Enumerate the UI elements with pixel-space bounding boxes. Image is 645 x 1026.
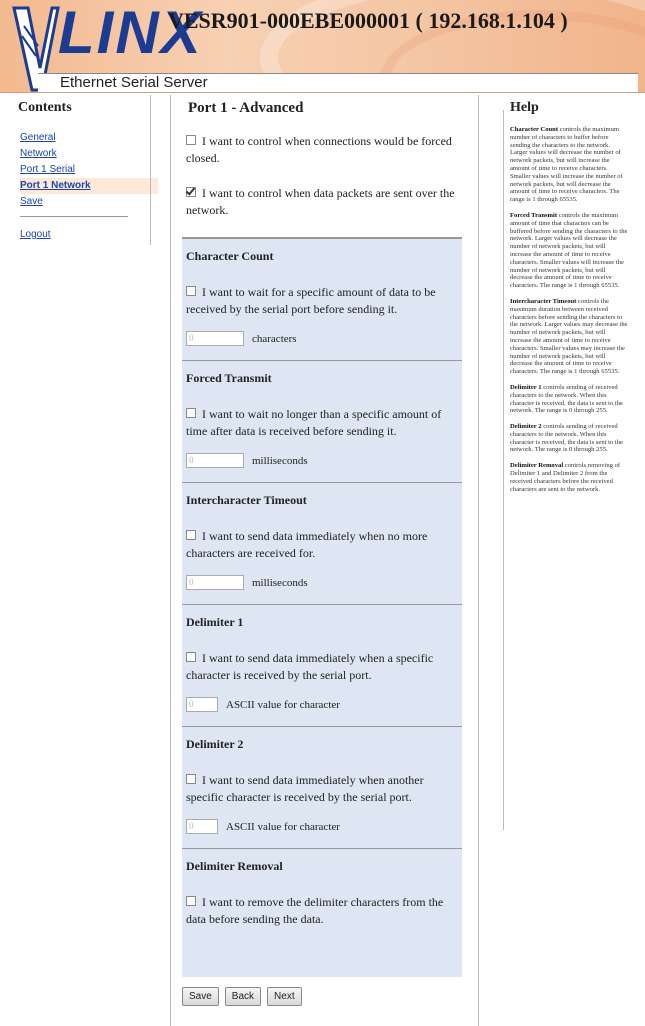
section-title: Delimiter Removal [186, 859, 283, 873]
checkbox-character-count[interactable] [186, 286, 196, 296]
option-label: I want to send data immediately when a specific character is received by the serial port. [186, 651, 434, 682]
help-forced-transmit [510, 212, 628, 290]
page-title: Port 1 - Advanced [188, 100, 304, 116]
section-delimiter-removal [182, 849, 462, 977]
option-label: I want to remove the delimiter characters from the data before sending the data. [186, 895, 444, 926]
help-text: controls the maximum number of characters to buffer before sending the characters to the network. Larger values will decrease the number of network packets, but will increase the amount of time to receive characters. Smaller values will increase the number of network packets, but will decrease the amount of time to receive characters. The range is 1 through 65535. [510, 126, 623, 204]
forced-transmit-input[interactable]: 0 [186, 453, 244, 468]
help-term: Forced Transmit [510, 211, 558, 219]
help-divider-line [503, 110, 504, 830]
sidebar-item-port1-serial[interactable]: Port 1 Serial [20, 164, 76, 175]
checkbox-delimiter-removal[interactable] [186, 896, 196, 906]
help-delimiter-removal [510, 462, 628, 493]
help-text: controls the maximum duration between received characters before sending the characters to the network. Larger values may decrease the number of network packets, but will increase the amount of time to receive characters. Smaller values may increase the number of network packets, but will decrease the amount of time to receive characters. The range is 1 through 65535. [510, 297, 628, 376]
help-term: Character Count [510, 126, 559, 133]
header-banner [0, 0, 645, 93]
option-label: I want to send data immediately when another specific character is received by the serial port. [186, 773, 424, 804]
option-label: I want to control when data packets are sent over the network. [186, 186, 455, 217]
unit-label: characters [252, 332, 297, 345]
sidebar-divider [20, 216, 128, 217]
help-text: controls removing of Delimiter 1 and Delimiter 2 from the received characters before the received characters are sent to the network. [510, 462, 621, 493]
option-label: I want to control when connections would be forced closed. [186, 134, 452, 165]
help-text: controls sending of received characters to the network. When this character is received, the data is sent to the network. The range is 0 through 255. [510, 383, 623, 415]
help-text: controls sending of received characters to the network. When this character is received, the data is sent to the network. The range is 0 through 255. [510, 423, 623, 454]
checkbox-intercharacter-timeout[interactable] [186, 530, 196, 540]
section-title: Delimiter 2 [186, 737, 244, 751]
checkbox-delimiter-2[interactable] [186, 774, 196, 784]
sidebar-item-logout[interactable]: Logout [20, 229, 51, 240]
help-intercharacter-timeout [510, 298, 628, 376]
unit-label: ASCII value for character [226, 820, 340, 833]
column-divider-line [170, 95, 171, 1026]
section-character-count [182, 239, 462, 361]
checkbox-forced-transmit[interactable] [186, 408, 196, 418]
unit-label: milliseconds [252, 576, 308, 589]
intercharacter-timeout-input[interactable]: 0 [186, 575, 244, 590]
option-control-packets [186, 185, 462, 219]
option-forced-close [186, 133, 462, 167]
checkbox-control-packets[interactable] [186, 187, 196, 197]
sidebar [18, 100, 148, 243]
sidebar-divider-line [150, 95, 151, 245]
help-term: Intercharacter Timeout [510, 297, 577, 305]
back-button[interactable]: Back [225, 987, 261, 1006]
help-delimiter-1 [510, 384, 628, 415]
section-title: Intercharacter Timeout [186, 493, 307, 507]
checkbox-delimiter-1[interactable] [186, 652, 196, 662]
help-panel [510, 100, 628, 501]
logo-wordmark: LINX [58, 0, 203, 66]
unit-label: ASCII value for character [226, 698, 340, 711]
next-button[interactable]: Next [267, 987, 302, 1006]
help-character-count [510, 126, 628, 204]
help-term: Delimiter 2 [510, 423, 542, 431]
help-text: controls the maximum amount of time that characters can be buffered before sending the characters to the network. Larger values will decrease the number of network packets, but will increase the amount of time to receive characters. Smaller values will increase the number of network packets, but will decrease the amount of time to receive characters. The range is 1 through 65535. [510, 211, 628, 290]
sidebar-item-save[interactable]: Save [20, 196, 43, 207]
section-title: Delimiter 1 [186, 615, 244, 629]
section-title: Forced Transmit [186, 371, 272, 385]
delimiter-2-input[interactable]: 0 [186, 819, 218, 834]
section-title: Character Count [186, 249, 274, 263]
option-label: I want to wait for a specific amount of data to be received by the serial port before sending it. [186, 285, 436, 316]
help-delimiter-2 [510, 423, 628, 454]
delimiter-1-input[interactable]: 0 [186, 697, 218, 712]
sidebar-item-port1-network[interactable]: Port 1 Network [20, 178, 158, 194]
character-count-input[interactable]: 0 [186, 331, 244, 346]
section-intercharacter-timeout [182, 483, 462, 605]
packet-control-panel [182, 237, 462, 977]
unit-label: milliseconds [252, 454, 308, 467]
section-forced-transmit [182, 361, 462, 483]
sidebar-title: Contents [18, 100, 72, 115]
checkbox-forced-close[interactable] [186, 135, 196, 145]
option-label: I want to wait no longer than a specific amount of time after data is received before sending it. [186, 407, 442, 438]
sidebar-item-general[interactable]: General [20, 132, 56, 143]
product-subtitle: Ethernet Serial Server [38, 73, 638, 92]
device-title: VESR901-000EBE000001 ( 192.168.1.104 ) [168, 8, 568, 33]
help-term: Delimiter 1 [510, 383, 542, 391]
section-delimiter-1 [182, 605, 462, 727]
sidebar-nav [18, 130, 148, 243]
option-label: I want to send data immediately when no more characters are received for. [186, 529, 428, 560]
form-buttons [182, 987, 462, 1006]
sidebar-item-network[interactable]: Network [20, 148, 57, 159]
save-button[interactable]: Save [182, 987, 219, 1006]
help-term: Delimiter Removal [510, 462, 564, 470]
help-title: Help [510, 100, 539, 115]
column-divider-line [478, 95, 479, 1026]
main-content [182, 100, 462, 1006]
section-delimiter-2 [182, 727, 462, 849]
